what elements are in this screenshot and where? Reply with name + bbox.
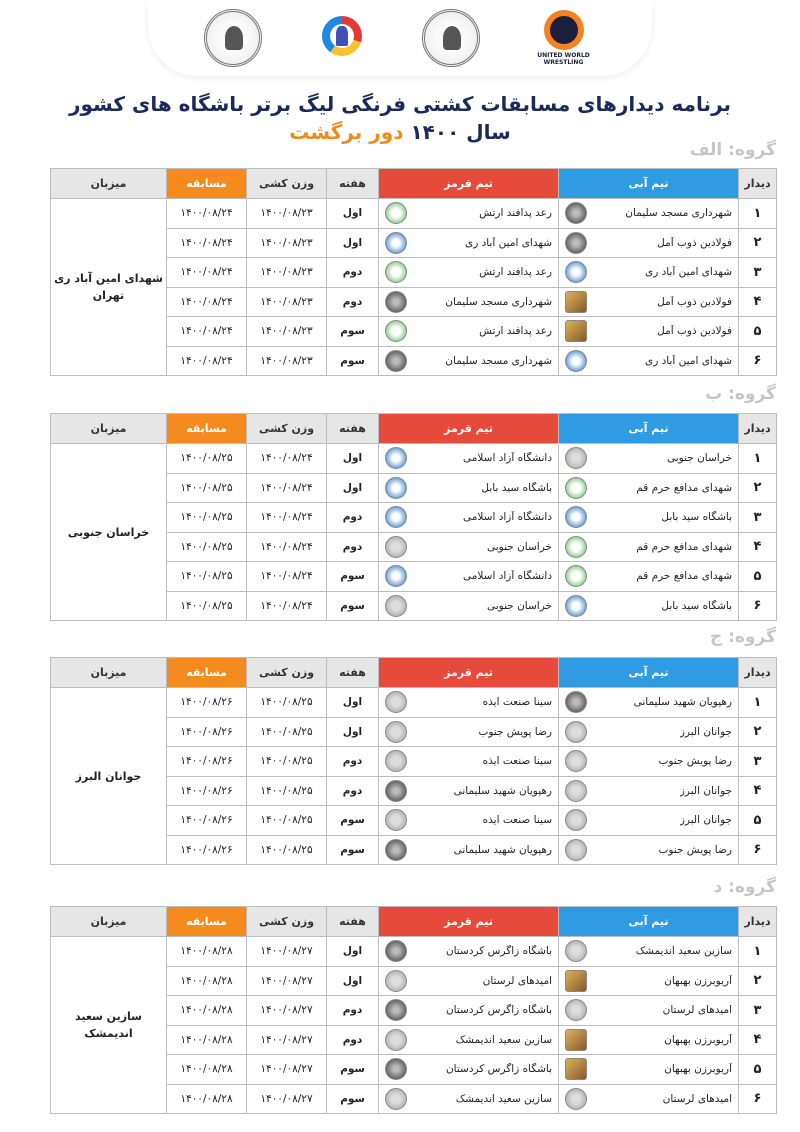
host-cell: خراسان جنوبی [51,444,167,621]
header-week: هفته [327,907,379,937]
blue-team-logo-icon [565,350,587,372]
blue-team-cell [559,966,739,996]
blue-team-name: فولادین ذوب آمل [657,295,732,308]
red-team-name: دانشگاه آزاد اسلامی [463,452,552,465]
competition-date: ۱۴۰۰/۰۸/۲۴ [167,199,247,229]
header-red-team: تیم قرمز [379,414,559,444]
blue-team-logo-icon [565,202,587,224]
red-team-logo-icon [385,447,407,469]
blue-team-cell [559,503,739,533]
red-team-name: خراسان جنوبی [486,540,552,553]
blue-team-cell [559,747,739,777]
week-cell: اول [327,966,379,996]
blue-team-logo-icon [565,477,587,499]
schedule-table [50,906,777,1114]
red-team-logo-icon [385,691,407,713]
header-competition: مسابقه [167,658,247,688]
red-team-logo-icon [385,780,407,802]
competition-date: ۱۴۰۰/۰۸/۲۶ [167,717,247,747]
header-blue-team: تیم آبی [559,414,739,444]
red-team-logo-icon [385,940,407,962]
red-team-name: سازین سعید اندیمشک [455,1033,552,1046]
match-number: ۵ [739,317,777,347]
header-competition: مسابقه [167,907,247,937]
competition-date: ۱۴۰۰/۰۸/۲۴ [167,346,247,376]
weigh-in-date: ۱۴۰۰/۰۸/۲۷ [247,1055,327,1085]
competition-date: ۱۴۰۰/۰۸/۲۵ [167,503,247,533]
red-team-logo-icon [385,721,407,743]
blue-team-name: باشگاه سید بابل [661,599,732,612]
blue-team-name: شهدای مدافع حرم قم [636,540,732,553]
header-blue-team: تیم آبی [559,658,739,688]
week-cell: اول [327,937,379,967]
red-team-logo-icon [385,506,407,528]
week-cell: دوم [327,287,379,317]
red-team-logo-icon [385,477,407,499]
weigh-in-date: ۱۴۰۰/۰۸/۲۳ [247,317,327,347]
federation-seal-logo [202,7,264,69]
blue-team-cell [559,317,739,347]
blue-team-cell [559,287,739,317]
weigh-in-date: ۱۴۰۰/۰۸/۲۵ [247,806,327,836]
week-cell: دوم [327,532,379,562]
header-competition: مسابقه [167,414,247,444]
host-cell: شهدای امین آباد ری تهران [51,199,167,376]
red-team-cell [379,591,559,621]
schedule-table [50,657,777,865]
page-subtitle [0,120,800,144]
week-cell: سوم [327,317,379,347]
week-cell: دوم [327,776,379,806]
competition-date: ۱۴۰۰/۰۸/۲۸ [167,1025,247,1055]
competition-date: ۱۴۰۰/۰۸/۲۶ [167,747,247,777]
competition-date: ۱۴۰۰/۰۸/۲۵ [167,444,247,474]
blue-team-name: رضا پویش جنوب [658,843,732,856]
competition-date: ۱۴۰۰/۰۸/۲۸ [167,1055,247,1085]
red-team-logo-icon [385,750,407,772]
blue-team-cell [559,228,739,258]
match-number: ۴ [739,776,777,806]
weigh-in-date: ۱۴۰۰/۰۸/۲۴ [247,591,327,621]
blue-team-logo-icon [565,536,587,558]
blue-team-logo-icon [565,1029,587,1051]
red-team-logo-icon [385,320,407,342]
blue-team-name: فولادین ذوب آمل [657,325,732,338]
blue-team-name: شهرداری مسجد سلیمان [625,207,732,220]
blue-team-name: آریوبرزن بهبهان [664,974,732,987]
week-cell: اول [327,473,379,503]
blue-team-name: شهدای امین آباد ری [644,266,732,279]
logo-bar [148,0,652,76]
red-team-name: رعد پدافند ارتش [479,325,552,338]
blue-team-cell [559,806,739,836]
blue-team-name: سازین سعید اندیمشک [635,945,732,958]
match-number: ۱ [739,444,777,474]
subtitle-year: سال ۱۴۰۰ [410,120,511,144]
blue-team-logo-icon [565,691,587,713]
blue-team-cell [559,444,739,474]
red-team-cell [379,937,559,967]
table-row [51,937,777,967]
match-number: ۶ [739,835,777,865]
header-blue-team: تیم آبی [559,907,739,937]
table-row [51,199,777,229]
match-number: ۱ [739,937,777,967]
red-team-logo-icon [385,1029,407,1051]
competition-date: ۱۴۰۰/۰۸/۲۶ [167,688,247,718]
match-number: ۴ [739,532,777,562]
weigh-in-date: ۱۴۰۰/۰۸/۲۳ [247,346,327,376]
header-weigh-in: وزن کشی [247,169,327,199]
red-team-name: دانشگاه آزاد اسلامی [463,511,552,524]
red-team-name: سینا صنعت ایذه [482,696,552,709]
blue-team-logo-icon [565,809,587,831]
blue-team-logo-icon [565,261,587,283]
red-team-name: شهدای امین آباد ری [464,236,552,249]
red-team-logo-icon [385,536,407,558]
match-number: ۵ [739,1055,777,1085]
week-cell: اول [327,199,379,229]
blue-team-name: فولادین ذوب آمل [657,236,732,249]
match-number: ۱ [739,688,777,718]
red-team-cell [379,1084,559,1114]
red-team-cell [379,688,559,718]
red-team-cell [379,228,559,258]
blue-team-name: باشگاه سید بابل [661,511,732,524]
competition-date: ۱۴۰۰/۰۸/۲۸ [167,966,247,996]
header-week: هفته [327,169,379,199]
match-number: ۳ [739,996,777,1026]
blue-team-cell [559,258,739,288]
red-team-name: رعد پدافند ارتش [479,266,552,279]
header-match: دیدار [739,414,777,444]
red-team-name: شهرداری مسجد سلیمان [445,295,552,308]
weigh-in-date: ۱۴۰۰/۰۸/۲۷ [247,1084,327,1114]
blue-team-logo-icon [565,565,587,587]
header-weigh-in: وزن کشی [247,414,327,444]
red-team-cell [379,562,559,592]
competition-date: ۱۴۰۰/۰۸/۲۶ [167,806,247,836]
red-team-cell [379,1025,559,1055]
red-team-cell [379,258,559,288]
blue-team-name: رضا پویش جنوب [658,755,732,768]
blue-team-cell [559,473,739,503]
red-team-logo-icon [385,1058,407,1080]
match-number: ۶ [739,346,777,376]
red-team-name: سینا صنعت ایذه [482,814,552,827]
red-team-logo-icon [385,202,407,224]
weigh-in-date: ۱۴۰۰/۰۸/۲۴ [247,444,327,474]
table-header-row [51,169,777,199]
week-cell: سوم [327,806,379,836]
competition-date: ۱۴۰۰/۰۸/۲۵ [167,562,247,592]
red-team-logo-icon [385,291,407,313]
red-team-cell [379,835,559,865]
uww-logo-text: UNITED WORLD WRESTLING [537,52,590,66]
week-cell: دوم [327,258,379,288]
week-cell: سوم [327,562,379,592]
blue-team-logo-icon [565,447,587,469]
match-number: ۲ [739,717,777,747]
blue-team-logo-icon [565,1088,587,1110]
schedule-table [50,413,777,621]
table-row [51,688,777,718]
group-label: گروه: ب [705,384,776,404]
federation-emblem-logo [311,7,373,69]
blue-team-logo-icon [565,721,587,743]
weigh-in-date: ۱۴۰۰/۰۸/۲۳ [247,287,327,317]
blue-team-name: جوانان البرز [679,814,732,827]
week-cell: سوم [327,1084,379,1114]
red-team-logo-icon [385,595,407,617]
red-team-logo-icon [385,232,407,254]
match-number: ۲ [739,228,777,258]
blue-team-name: خراسان جنوبی [666,452,732,465]
header-match: دیدار [739,907,777,937]
week-cell: دوم [327,747,379,777]
red-team-cell [379,199,559,229]
red-team-cell [379,473,559,503]
red-team-cell [379,966,559,996]
header-weigh-in: وزن کشی [247,658,327,688]
match-number: ۲ [739,966,777,996]
red-team-name: رضا پویش جنوب [478,725,552,738]
red-team-name: امیدهای لرستان [482,974,552,987]
competition-date: ۱۴۰۰/۰۸/۲۴ [167,228,247,258]
match-number: ۲ [739,473,777,503]
red-team-cell [379,532,559,562]
host-cell: جوانان البرز [51,688,167,865]
red-team-name: باشگاه زاگرس کردستان [445,1004,552,1017]
blue-team-cell [559,835,739,865]
red-team-name: دانشگاه آزاد اسلامی [463,570,552,583]
blue-team-cell [559,1084,739,1114]
red-team-cell [379,287,559,317]
match-number: ۱ [739,199,777,229]
red-team-logo-icon [385,999,407,1021]
blue-team-logo-icon [565,506,587,528]
weigh-in-date: ۱۴۰۰/۰۸/۲۵ [247,717,327,747]
weigh-in-date: ۱۴۰۰/۰۸/۲۳ [247,228,327,258]
competition-date: ۱۴۰۰/۰۸/۲۵ [167,532,247,562]
group-label: گروه: ج [709,627,776,647]
page-title: برنامه دیدارهای مسابقات کشتی فرنگی لیگ برتر باشگاه های کشور [68,92,732,116]
blue-team-name: جوانان البرز [679,725,732,738]
week-cell: سوم [327,835,379,865]
blue-team-name: شهدای مدافع حرم قم [636,570,732,583]
blue-team-name: شهدای امین آباد ری [644,354,732,367]
red-team-cell [379,317,559,347]
weigh-in-date: ۱۴۰۰/۰۸/۲۵ [247,835,327,865]
header-blue-team: تیم آبی [559,169,739,199]
blue-team-logo-icon [565,232,587,254]
league-seal-logo [420,7,482,69]
red-team-logo-icon [385,565,407,587]
competition-date: ۱۴۰۰/۰۸/۲۸ [167,996,247,1026]
red-team-name: رهپویان شهید سلیمانی [453,784,552,797]
header-host: میزبان [51,169,167,199]
competition-date: ۱۴۰۰/۰۸/۲۴ [167,287,247,317]
red-team-name: سینا صنعت ایذه [482,755,552,768]
week-cell: سوم [327,1055,379,1085]
header-week: هفته [327,414,379,444]
competition-date: ۱۴۰۰/۰۸/۲۵ [167,473,247,503]
match-number: ۳ [739,503,777,533]
red-team-name: باشگاه سید بابل [481,481,552,494]
host-cell: سازین سعید اندیمشک [51,937,167,1114]
blue-team-cell [559,346,739,376]
red-team-logo-icon [385,809,407,831]
header-host: میزبان [51,414,167,444]
red-team-cell [379,996,559,1026]
blue-team-name: رهپویان شهید سلیمانی [633,696,732,709]
weigh-in-date: ۱۴۰۰/۰۸/۲۵ [247,776,327,806]
blue-team-logo-icon [565,940,587,962]
week-cell: اول [327,444,379,474]
competition-date: ۱۴۰۰/۰۸/۲۴ [167,317,247,347]
blue-team-logo-icon [565,839,587,861]
header-match: دیدار [739,658,777,688]
weigh-in-date: ۱۴۰۰/۰۸/۲۷ [247,937,327,967]
weigh-in-date: ۱۴۰۰/۰۸/۲۴ [247,532,327,562]
red-team-name: رعد پدافند ارتش [479,207,552,220]
match-number: ۶ [739,1084,777,1114]
red-team-cell [379,717,559,747]
header-week: هفته [327,658,379,688]
week-cell: دوم [327,503,379,533]
red-team-name: خراسان جنوبی [486,599,552,612]
header-host: میزبان [51,907,167,937]
blue-team-cell [559,1025,739,1055]
red-team-cell [379,346,559,376]
header-match: دیدار [739,169,777,199]
match-number: ۳ [739,258,777,288]
red-team-cell [379,806,559,836]
blue-team-name: شهدای مدافع حرم قم [636,481,732,494]
weigh-in-date: ۱۴۰۰/۰۸/۲۴ [247,503,327,533]
red-team-cell [379,776,559,806]
blue-team-logo-icon [565,291,587,313]
week-cell: اول [327,228,379,258]
blue-team-name: امیدهای لرستان [662,1092,732,1105]
red-team-name: شهرداری مسجد سلیمان [445,354,552,367]
competition-date: ۱۴۰۰/۰۸/۲۴ [167,258,247,288]
match-number: ۶ [739,591,777,621]
weigh-in-date: ۱۴۰۰/۰۸/۲۳ [247,199,327,229]
red-team-logo-icon [385,261,407,283]
table-row [51,444,777,474]
blue-team-cell [559,591,739,621]
red-team-logo-icon [385,1088,407,1110]
weigh-in-date: ۱۴۰۰/۰۸/۲۴ [247,473,327,503]
header-weigh-in: وزن کشی [247,907,327,937]
red-team-cell [379,1055,559,1085]
blue-team-logo-icon [565,970,587,992]
header-red-team: تیم قرمز [379,907,559,937]
blue-team-cell [559,937,739,967]
weigh-in-date: ۱۴۰۰/۰۸/۲۳ [247,258,327,288]
weigh-in-date: ۱۴۰۰/۰۸/۲۵ [247,688,327,718]
week-cell: دوم [327,996,379,1026]
blue-team-cell [559,688,739,718]
weigh-in-date: ۱۴۰۰/۰۸/۲۵ [247,747,327,777]
blue-team-logo-icon [565,320,587,342]
match-number: ۵ [739,806,777,836]
competition-date: ۱۴۰۰/۰۸/۲۶ [167,776,247,806]
header-red-team: تیم قرمز [379,169,559,199]
schedule-table [50,168,777,376]
blue-team-name: آریوبرزن بهبهان [664,1033,732,1046]
header-host: میزبان [51,658,167,688]
week-cell: سوم [327,346,379,376]
red-team-cell [379,444,559,474]
blue-team-cell [559,717,739,747]
blue-team-cell [559,996,739,1026]
match-number: ۴ [739,1025,777,1055]
subtitle-round: دور برگشت [289,120,404,144]
blue-team-logo-icon [565,1058,587,1080]
weigh-in-date: ۱۴۰۰/۰۸/۲۷ [247,1025,327,1055]
red-team-logo-icon [385,350,407,372]
weigh-in-date: ۱۴۰۰/۰۸/۲۷ [247,966,327,996]
match-number: ۵ [739,562,777,592]
competition-date: ۱۴۰۰/۰۸/۲۶ [167,835,247,865]
weigh-in-date: ۱۴۰۰/۰۸/۲۷ [247,996,327,1026]
blue-team-cell [559,532,739,562]
blue-team-logo-icon [565,780,587,802]
group-label: گروه: الف [689,140,776,160]
competition-date: ۱۴۰۰/۰۸/۲۸ [167,1084,247,1114]
united-world-wrestling-logo [529,7,599,69]
red-team-cell [379,503,559,533]
match-number: ۳ [739,747,777,777]
red-team-name: باشگاه زاگرس کردستان [445,1063,552,1076]
week-cell: اول [327,688,379,718]
blue-team-cell [559,1055,739,1085]
week-cell: دوم [327,1025,379,1055]
table-header-row [51,907,777,937]
table-header-row [51,414,777,444]
red-team-name: باشگاه زاگرس کردستان [445,945,552,958]
table-header-row [51,658,777,688]
match-number: ۴ [739,287,777,317]
header-competition: مسابقه [167,169,247,199]
red-team-cell [379,747,559,777]
blue-team-name: آریوبرزن بهبهان [664,1063,732,1076]
header-red-team: تیم قرمز [379,658,559,688]
blue-team-logo-icon [565,750,587,772]
blue-team-name: امیدهای لرستان [662,1004,732,1017]
blue-team-logo-icon [565,999,587,1021]
red-team-logo-icon [385,839,407,861]
red-team-name: رهپویان شهید سلیمانی [453,843,552,856]
group-label: گروه: د [713,877,776,897]
blue-team-logo-icon [565,595,587,617]
competition-date: ۱۴۰۰/۰۸/۲۵ [167,591,247,621]
red-team-name: سازین سعید اندیمشک [455,1092,552,1105]
competition-date: ۱۴۰۰/۰۸/۲۸ [167,937,247,967]
blue-team-cell [559,199,739,229]
blue-team-cell [559,562,739,592]
blue-team-cell [559,776,739,806]
red-team-logo-icon [385,970,407,992]
week-cell: اول [327,717,379,747]
blue-team-name: جوانان البرز [679,784,732,797]
weigh-in-date: ۱۴۰۰/۰۸/۲۴ [247,562,327,592]
week-cell: سوم [327,591,379,621]
